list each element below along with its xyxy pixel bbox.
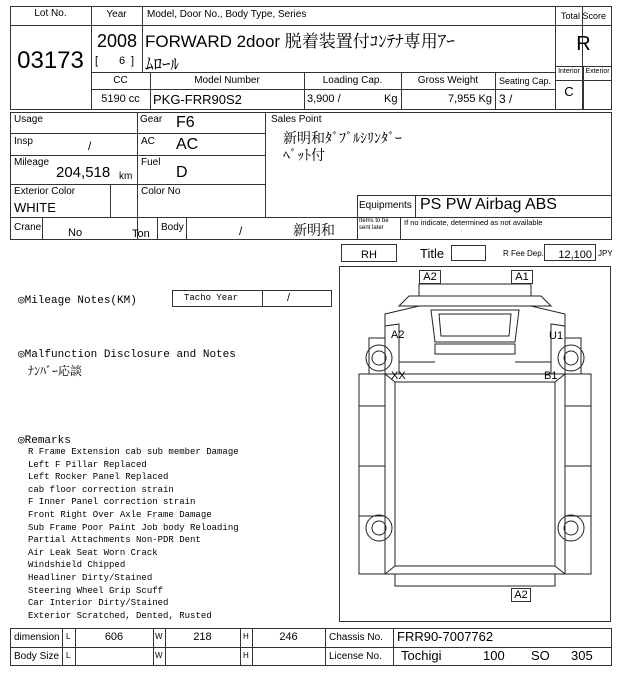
- remark-line: Windshield Chipped: [28, 560, 126, 571]
- sales-point-label: Sales Point: [271, 114, 322, 125]
- mark-right-wheel: B1: [544, 370, 558, 382]
- license-class: 100: [483, 648, 505, 663]
- usage-label: Usage: [14, 114, 43, 125]
- remark-line: Partial Attachments Non-PDR Dent: [28, 535, 201, 546]
- bs-l-label: L: [66, 651, 71, 660]
- month-close: ]: [131, 55, 135, 67]
- body-size-label: Body Size: [14, 651, 60, 662]
- steering: RH: [361, 249, 377, 261]
- mark-front-right: [511, 270, 533, 284]
- dim-h: 246: [279, 631, 298, 643]
- mileage: 204,518: [56, 164, 111, 181]
- remark-line: Exterior Scratched, Dented, Rusted: [28, 610, 212, 621]
- sales-point-line2: ﾍﾞｯﾄ付: [283, 147, 325, 163]
- color-no-label: Color No: [141, 186, 181, 197]
- model-number: PKG-FRR90S2: [153, 92, 242, 107]
- license-kana: SO: [531, 648, 550, 663]
- dim-w-label: W: [155, 632, 163, 641]
- body-maker: 新明和: [293, 222, 335, 238]
- body-slash: /: [239, 224, 243, 238]
- remark-line: cab floor correction strain: [28, 484, 174, 495]
- remark-line: Air Leak Seat Worn Crack: [28, 547, 158, 558]
- mark-rear: [511, 588, 531, 602]
- dim-h-label: H: [243, 632, 249, 641]
- seating-cap: 3 /: [499, 92, 513, 106]
- dim-l: 606: [104, 631, 124, 643]
- malfunction-label: ◎Malfunction Disclosure and Notes: [18, 349, 236, 361]
- remarks-label: ◎Remarks: [18, 435, 71, 447]
- interior-label: Interior: [558, 68, 580, 75]
- total-score: R: [576, 33, 591, 55]
- insp-label: Insp: [14, 136, 33, 147]
- model-number-label: Model Number: [194, 75, 260, 86]
- series-label: Model, Door No., Body Type, Series: [147, 9, 307, 20]
- title-line2: ﾑﾛｰﾙ: [145, 55, 179, 74]
- chassis-no: FRR90-7007762: [397, 629, 494, 644]
- remark-line: Front Right Over Axle Frame Damage: [28, 510, 212, 520]
- month-open: [: [95, 55, 99, 67]
- interior-score: C: [564, 84, 574, 99]
- gross-weight: 7,955 Kg: [447, 93, 492, 105]
- sales-point-line1: 新明和ﾀﾞﾌﾞﾙｼﾘﾝﾀﾞｰ: [283, 130, 402, 146]
- remark-line: Steering Wheel Grip Scuff: [28, 585, 164, 596]
- steering-box: [341, 244, 397, 262]
- mark-rear-text: A2: [514, 589, 528, 601]
- total-score-label: Total Score: [560, 11, 607, 21]
- title-box: [451, 245, 486, 261]
- mark-front-right-text: A1: [515, 271, 529, 283]
- r-fee-label: R Fee Dep.: [503, 249, 544, 258]
- title-label: Title: [420, 246, 445, 261]
- mark-front-left: [419, 270, 441, 284]
- malfunction-text: ﾅﾝﾊﾞｰ応談: [28, 364, 83, 378]
- remark-line: Headliner Dirty/Stained: [28, 573, 153, 583]
- seating-cap-label: Seating Cap.: [498, 76, 552, 86]
- lot-no-label: Lot No.: [34, 8, 67, 19]
- mark-left-cab: A2: [391, 329, 405, 341]
- gross-weight-label: Gross Weight: [417, 75, 479, 86]
- currency: JPY: [598, 249, 613, 258]
- mark-left-wheel: XX: [391, 370, 406, 382]
- r-fee-box: [544, 244, 596, 261]
- ac: AC: [176, 136, 199, 153]
- equipments: PS PW Airbag ABS: [420, 196, 557, 213]
- crane: No: [68, 227, 83, 239]
- crane-unit: Ton: [132, 228, 150, 240]
- remark-line: F Inner Panel correction strain: [28, 497, 196, 508]
- dim-l-label: L: [66, 632, 71, 641]
- mark-front-left-text: A2: [423, 271, 437, 283]
- month: 6: [119, 55, 126, 67]
- bs-h-label: H: [243, 651, 249, 660]
- gear: F6: [176, 114, 195, 131]
- loading-cap: 3,900 /: [307, 93, 341, 105]
- lot-no: 03173: [17, 47, 84, 74]
- loading-cap-unit: Kg: [384, 93, 398, 105]
- equipments-label: Equipments: [359, 200, 412, 211]
- truck-outline-icon: [339, 266, 611, 622]
- remark-line: Sub Frame Poor Paint Job body Reloading: [28, 522, 239, 533]
- dimension-label: dimension: [14, 632, 60, 643]
- title-line1: FORWARD 2door 脱着装置付ｺﾝﾃﾅ専用ｱｰ: [145, 32, 455, 51]
- loading-cap-label: Loading Cap.: [322, 75, 383, 86]
- mark-right-cab: U1: [549, 330, 564, 342]
- year-label: Year: [106, 9, 127, 20]
- insp: /: [88, 139, 92, 153]
- remark-line: R Frame Extension cab sub member Damage: [28, 447, 239, 457]
- gear-label: Gear: [140, 114, 163, 125]
- license-number: 305: [571, 648, 593, 663]
- ac-label: AC: [141, 136, 155, 147]
- exterior-color-label: Exterior Color: [14, 186, 76, 197]
- mileage-label: Mileage: [14, 157, 50, 168]
- license-label: License No.: [329, 651, 382, 662]
- body-label: Body: [161, 222, 184, 233]
- remark-line: Left Rocker Panel Replaced: [28, 472, 169, 483]
- items-note: Items to be sent later: [359, 218, 389, 231]
- license-region: Tochigi: [401, 648, 442, 663]
- dim-w: 218: [193, 631, 212, 643]
- exterior-color: WHITE: [14, 200, 56, 215]
- tacho-slash: /: [287, 292, 291, 304]
- chassis-label: Chassis No.: [329, 632, 383, 643]
- mileage-notes-label: ◎Mileage Notes(KM): [18, 295, 137, 307]
- r-fee: 12,100: [558, 249, 592, 261]
- remark-line: Left F Pillar Replaced: [28, 459, 147, 470]
- if-no-indicate: If no indicate, determined as not available: [404, 218, 543, 227]
- cc-label: CC: [113, 75, 128, 86]
- crane-label: Crane: [14, 222, 42, 233]
- cc: 5190 cc: [101, 93, 140, 105]
- mileage-unit: km: [119, 171, 133, 182]
- exterior-label: Exterior: [585, 68, 610, 75]
- fuel-label: Fuel: [141, 157, 161, 168]
- remark-line: Car Interior Dirty/Stained: [28, 598, 169, 609]
- year: 2008: [97, 31, 138, 51]
- bs-w-label: W: [155, 651, 163, 660]
- tacho-label: Tacho Year: [184, 293, 239, 303]
- fuel: D: [176, 164, 188, 181]
